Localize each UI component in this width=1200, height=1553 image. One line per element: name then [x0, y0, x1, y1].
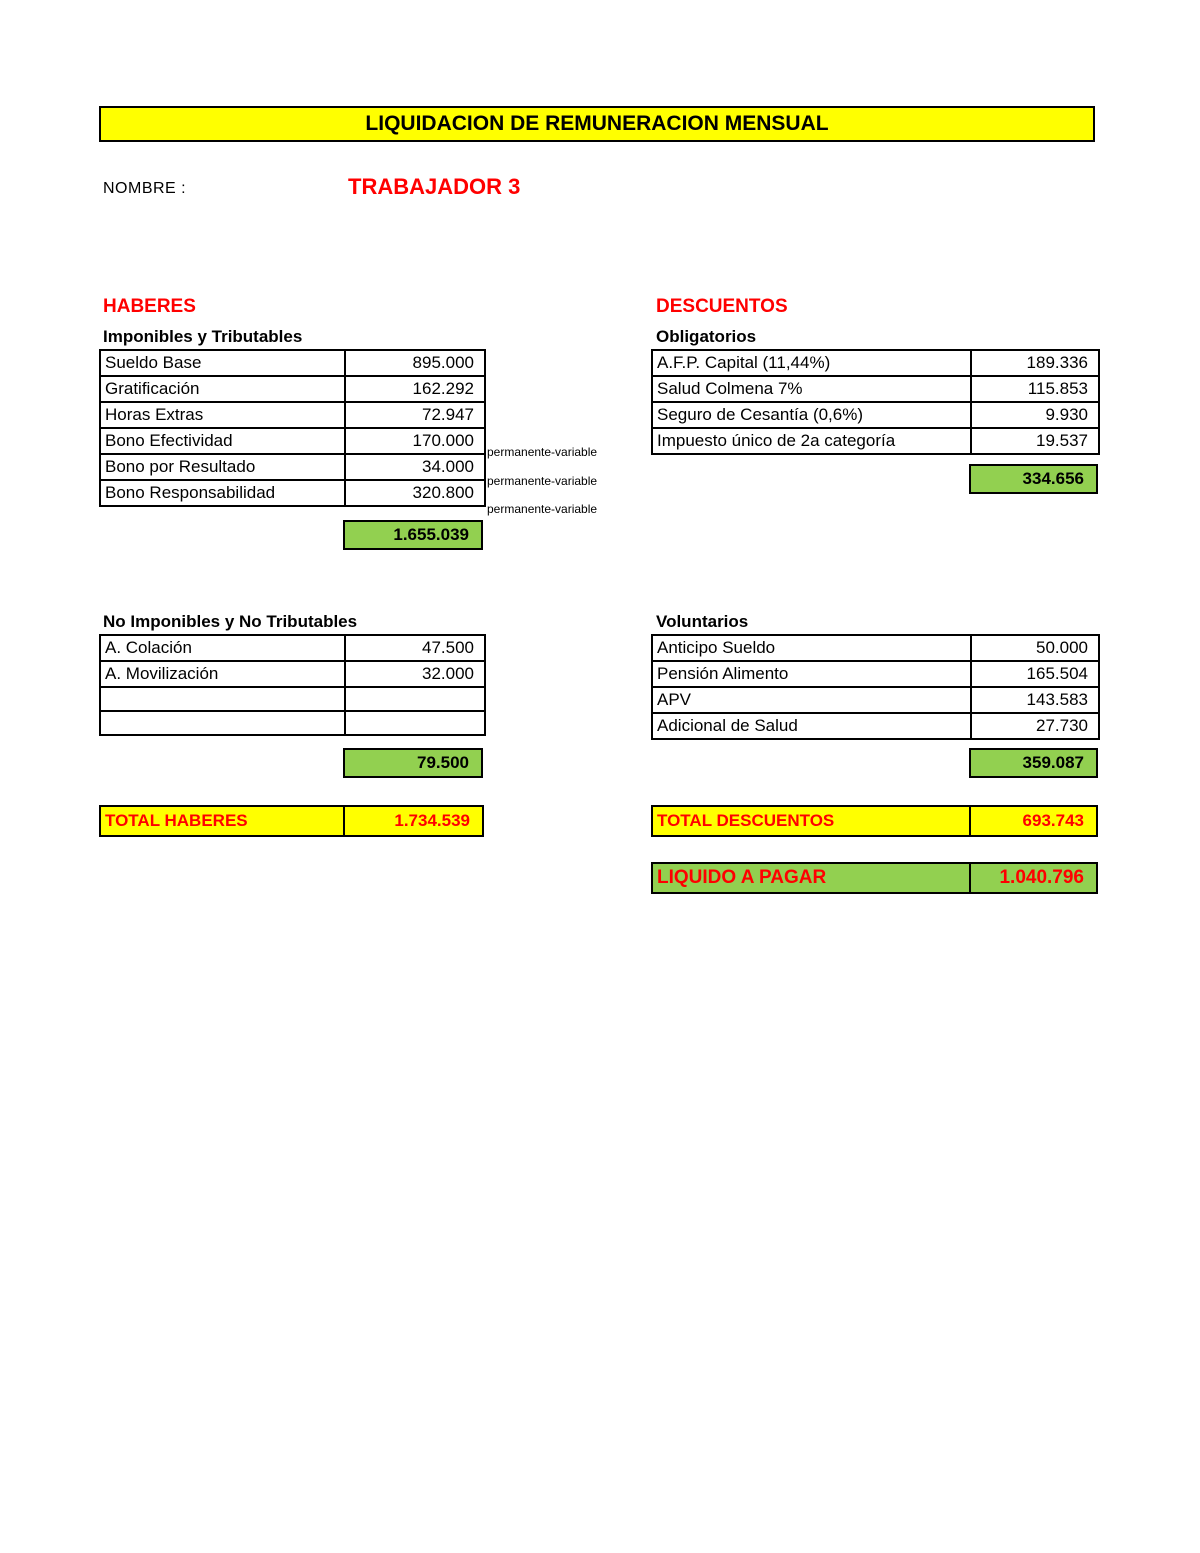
table-row [652, 376, 1099, 402]
row-label: A. Colación [100, 635, 345, 661]
total-haberes-row [99, 805, 484, 837]
row-value: 143.583 [971, 687, 1099, 713]
row-value: 320.800 [345, 480, 485, 506]
row-value [345, 687, 485, 711]
row-label: A.F.P. Capital (11,44%) [652, 350, 971, 376]
obligatorios-subtitle: Obligatorios [656, 327, 757, 346]
row-label [100, 687, 345, 711]
table-row [100, 454, 485, 480]
row-value: 47.500 [345, 635, 485, 661]
table-row [652, 428, 1099, 454]
row-value: 189.336 [971, 350, 1099, 376]
row-value [345, 711, 485, 735]
liquido-row [651, 862, 1098, 894]
row-value: 50.000 [971, 635, 1099, 661]
row-label: Salud Colmena 7% [652, 376, 971, 402]
descuentos-heading: DESCUENTOS [656, 296, 788, 317]
voluntarios-total: 359.087 [969, 748, 1098, 778]
row-value: 162.292 [345, 376, 485, 402]
page-title: LIQUIDACION DE REMUNERACION MENSUAL [99, 106, 1095, 142]
total-descuentos-row [651, 805, 1098, 837]
row-label: Horas Extras [100, 402, 345, 428]
row-note: permanente-variable [487, 445, 598, 459]
table-row [652, 687, 1099, 713]
table-row [652, 635, 1099, 661]
table-row [100, 687, 485, 711]
row-value: 170.000 [345, 428, 485, 454]
liquido-value: 1.040.796 [971, 862, 1098, 894]
row-label [100, 711, 345, 735]
table-row [652, 713, 1099, 739]
no-imponibles-total: 79.500 [343, 748, 483, 778]
total-descuentos-value: 693.743 [971, 805, 1098, 837]
table-row [652, 661, 1099, 687]
row-label: Gratificación [100, 376, 345, 402]
row-note: permanente-variable [487, 474, 598, 488]
row-value: 34.000 [345, 454, 485, 480]
total-haberes-label: TOTAL HABERES [99, 805, 345, 837]
row-label: Anticipo Sueldo [652, 635, 971, 661]
row-label: Seguro de Cesantía (0,6%) [652, 402, 971, 428]
table-row [100, 428, 485, 454]
row-label: Sueldo Base [100, 350, 345, 376]
row-value: 115.853 [971, 376, 1099, 402]
row-value: 27.730 [971, 713, 1099, 739]
table-row [652, 402, 1099, 428]
row-value: 32.000 [345, 661, 485, 687]
obligatorios-total: 334.656 [969, 464, 1098, 494]
imponibles-subtitle: Imponibles y Tributables [103, 327, 303, 346]
table-row [652, 350, 1099, 376]
voluntarios-subtitle: Voluntarios [656, 612, 749, 631]
row-label: Adicional de Salud [652, 713, 971, 739]
table-row [100, 402, 485, 428]
row-value: 72.947 [345, 402, 485, 428]
total-haberes-value: 1.734.539 [345, 805, 484, 837]
liquido-label: LIQUIDO A PAGAR [651, 862, 971, 894]
row-value: 165.504 [971, 661, 1099, 687]
row-label: Bono Responsabilidad [100, 480, 345, 506]
table-row [100, 376, 485, 402]
row-label: Impuesto único de 2a categoría [652, 428, 971, 454]
row-value: 9.930 [971, 402, 1099, 428]
table-row [100, 480, 485, 506]
row-value: 895.000 [345, 350, 485, 376]
row-label: Bono Efectividad [100, 428, 345, 454]
no-imponibles-table [99, 634, 486, 736]
total-descuentos-label: TOTAL DESCUENTOS [651, 805, 971, 837]
obligatorios-table [651, 349, 1100, 455]
imponibles-total: 1.655.039 [343, 520, 483, 550]
row-label: Bono por Resultado [100, 454, 345, 480]
table-row [100, 661, 485, 687]
table-row [100, 711, 485, 735]
row-value: 19.537 [971, 428, 1099, 454]
haberes-heading: HABERES [103, 296, 196, 317]
row-label: A. Movilización [100, 661, 345, 687]
row-label: Pensión Alimento [652, 661, 971, 687]
row-label: APV [652, 687, 971, 713]
voluntarios-table [651, 634, 1100, 740]
row-note: permanente-variable [487, 502, 598, 516]
nombre-label: NOMBRE : [103, 180, 187, 197]
nombre-value: TRABAJADOR 3 [348, 174, 521, 199]
table-row [100, 635, 485, 661]
table-row [100, 350, 485, 376]
no-imponibles-subtitle: No Imponibles y No Tributables [103, 612, 358, 631]
imponibles-table [99, 349, 486, 507]
